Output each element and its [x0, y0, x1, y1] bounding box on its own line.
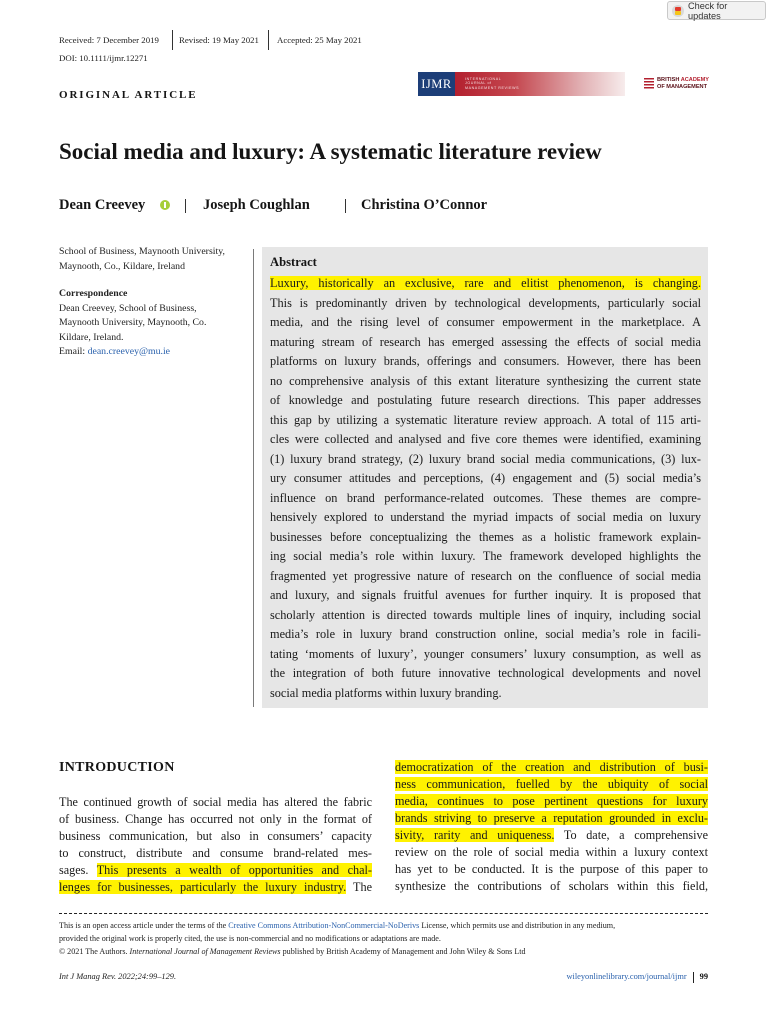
crossmark-icon	[672, 5, 684, 17]
affiliation	[59, 245, 245, 274]
society-line: OF MANAGEMENT	[656, 84, 708, 90]
text-line	[270, 645, 701, 665]
section-heading: INTRODUCTION	[59, 760, 175, 775]
band-line: MANAGEMENT REVIEWS	[465, 85, 520, 90]
text-segment: synthesize the contributions of scholars within this field,	[395, 878, 708, 893]
text-line	[270, 625, 701, 645]
revised-date: Revised: 19 May 2021	[179, 35, 259, 45]
highlighted-text: sivity, rarity and uniqueness.	[395, 827, 555, 842]
check-for-updates-label: Check for updates	[688, 0, 728, 21]
text-line	[59, 879, 372, 896]
text-segment: to construct, distribute and consume brand-related mes-	[59, 845, 372, 860]
text-line	[270, 430, 701, 450]
bam-emblem-icon	[644, 78, 654, 90]
text-segment: tating ‘moments of luxury’, younger consumers’ luxury consumption, as well as	[270, 646, 701, 661]
text-segment: provided the original work is properly cited, the use is non-commercial and no modifications or adaptations are made.	[59, 933, 441, 943]
text-line	[59, 828, 372, 845]
text-segment: published by British Academy of Management and John Wiley & Sons Ltd	[280, 946, 526, 956]
text-segment: maturing stream of research has emerged assessing the effects of social media	[270, 334, 701, 349]
text-line	[59, 245, 245, 260]
abstract-body	[270, 274, 701, 703]
society-logo	[625, 72, 711, 96]
text-segment: Kildare, Ireland.	[59, 331, 124, 343]
text-line	[270, 274, 701, 294]
text-segment: scholarly attention is directed towards multiple lines of inquiry, including social	[270, 607, 701, 622]
text-segment: influence on brand performance-related outcomes. These themes are compre-	[270, 490, 701, 505]
author-name[interactable]: Christina O’Connor	[361, 197, 488, 213]
orcid-icon[interactable]	[160, 200, 170, 210]
society-word: ACADEMY	[680, 77, 709, 84]
text-line	[270, 411, 701, 431]
text-segment: To date, a comprehensive	[554, 827, 708, 842]
text-line	[270, 450, 701, 470]
text-segment: ing social media’s role within luxury. The framework developed highlights the	[270, 549, 701, 563]
journal-name-band	[455, 72, 625, 96]
text-line	[395, 827, 708, 844]
article-title: Social media and luxury: A systematic literature review	[59, 139, 602, 164]
text-segment: This is predominantly driven by technological developments, particularly social	[270, 295, 701, 310]
text-line	[395, 810, 708, 827]
highlighted-text: This presents a wealth of opportunities and chal-	[96, 862, 372, 877]
text-line	[395, 776, 708, 793]
footer-right	[566, 971, 708, 983]
text-line	[395, 759, 708, 776]
author-separator	[345, 199, 346, 213]
text-segment: fragmented yet progressive nature of research on the confluence of social media	[270, 568, 701, 583]
text-line	[270, 294, 701, 314]
text-line	[270, 333, 701, 353]
text-segment: platforms on luxury brands, offerings and consumers. However, there has been	[270, 354, 701, 368]
text-segment: School of Business, Maynooth University,	[59, 246, 225, 257]
text-segment: this gap by utilizing a systematic literature review approach. A total of 115 arti-	[270, 412, 701, 427]
text-line	[59, 302, 245, 317]
highlighted-text: democratization of the creation and distribution of busi-	[395, 759, 708, 774]
journal-logo: IJMR	[418, 72, 455, 96]
text-line	[395, 878, 708, 895]
text-line	[270, 547, 701, 567]
author-name[interactable]: Dean Creevey	[59, 197, 146, 213]
text-line	[270, 528, 701, 548]
text-segment: (1) luxury brand strategy, (2) luxury brand social media communications, (3) lux-	[270, 451, 701, 466]
correspondence	[59, 287, 245, 360]
text-line	[270, 664, 701, 684]
text-segment: and luxury, and signals fruitful avenues for further inquiry. It is proposed that	[270, 588, 701, 602]
text-segment: Maynooth University, Maynooth, Co.	[59, 317, 207, 328]
band-line: INTERNATIONAL	[465, 77, 502, 81]
text-segment: Dean Creevey, School of Business,	[59, 302, 197, 314]
text-segment: This is an open access article under the terms of the	[59, 920, 229, 930]
date-separator	[172, 30, 173, 50]
doi: DOI: 10.1111/ijmr.12271	[59, 53, 148, 63]
text-line	[270, 567, 701, 587]
license-note	[59, 919, 708, 958]
received-date: Received: 7 December 2019	[59, 35, 159, 45]
text-line	[270, 586, 701, 606]
text-segment: media, and the rising level of consumer empowerment in the marketplace. A	[270, 315, 701, 329]
text-segment: hensively explored to understand the myriad impacts of social media on luxury	[270, 510, 701, 524]
text-segment: has yet to be conducted. It is the purpose of this paper to	[395, 861, 708, 876]
text-segment: business communication, but also in consumers’ capacity	[59, 828, 372, 843]
text-line	[59, 811, 372, 828]
band-line: JOURNAL of	[465, 81, 492, 86]
text-segment: businesses before conceptualizing the themes as a holistic framework explain-	[270, 529, 701, 544]
text-line	[59, 945, 708, 958]
society-name	[657, 77, 709, 90]
highlighted-text: ness communication, fuelled by the ubiquity of social	[395, 776, 708, 791]
correspondence-details	[59, 302, 245, 360]
text-line	[59, 862, 372, 879]
society-word: BRITISH	[656, 77, 680, 84]
text-segment: sages.	[59, 862, 97, 877]
intro-right-column	[395, 759, 708, 895]
text-line	[270, 391, 701, 411]
text-line	[395, 844, 708, 861]
text-line	[59, 345, 245, 360]
author-name[interactable]: Joseph Coughlan	[203, 197, 310, 213]
text-segment: cles were collected and analysed and five core themes were identified, examining	[270, 432, 701, 446]
journal-name: International Journal of Management Reviews	[129, 946, 281, 956]
text-segment: ury consumer attitudes and perceptions, (4) engagement and (5) social media’s	[270, 471, 701, 485]
text-line	[270, 372, 701, 392]
journal-url-link[interactable]: wileyonlinelibrary.com/journal/ijmr	[566, 972, 687, 981]
text-segment: Email:	[59, 346, 88, 357]
text-segment: the integration of both future innovative technological developments and novel	[270, 666, 701, 680]
text-segment: of business. Change has occurred not only in the format of	[59, 811, 372, 826]
accepted-date: Accepted: 25 May 2021	[277, 35, 362, 45]
text-line	[270, 508, 701, 528]
footer-separator	[693, 972, 694, 983]
highlighted-text: Luxury, historically an exclusive, rare and elitist phenomenon, is changing.	[270, 276, 701, 290]
text-segment: Maynooth, Co., Kildare, Ireland	[59, 260, 185, 272]
text-line	[59, 845, 372, 862]
article-type: ORIGINAL ARTICLE	[59, 89, 198, 101]
check-for-updates-button[interactable]	[667, 1, 766, 20]
text-segment: media’s role in luxury brand construction online, social media’s role in facili-	[270, 627, 701, 641]
text-line	[270, 313, 701, 333]
abstract-heading: Abstract	[270, 255, 317, 269]
correspondence-heading: Correspondence	[59, 288, 128, 299]
text-line	[59, 932, 708, 945]
text-line	[59, 331, 245, 346]
text-segment: © 2021 The Authors.	[59, 946, 130, 956]
text-line	[270, 352, 701, 372]
text-segment: The	[346, 879, 372, 894]
text-line	[395, 793, 708, 810]
page-number: 99	[699, 972, 708, 981]
text-line	[270, 684, 701, 704]
text-line	[59, 260, 245, 275]
journal-banner	[418, 72, 711, 96]
footnote-divider	[59, 913, 708, 914]
link[interactable]: dean.creevey@mu.ie	[87, 346, 171, 357]
intro-left-column	[59, 794, 372, 896]
text-segment: The continued growth of social media has altered the fabric	[59, 794, 372, 809]
text-line	[59, 919, 708, 932]
date-separator	[268, 30, 269, 50]
citation: Int J Manag Rev. 2022;24:99–129.	[59, 972, 177, 981]
highlighted-text: lenges for businesses, particularly the luxury industry.	[59, 879, 347, 894]
text-line	[270, 606, 701, 626]
text-line	[270, 469, 701, 489]
text-segment: no comprehensive analysis of this extant literature synthesizing the current state	[270, 373, 701, 388]
link[interactable]: Creative Commons Attribution-NonCommercial-NoDerivs	[228, 920, 420, 930]
highlighted-text: brands striving to preserve a reputation grounded in exclu-	[395, 810, 708, 825]
text-line	[59, 316, 245, 331]
highlighted-text: media, continues to pose pertinent questions for luxury	[395, 793, 708, 808]
author-separator	[185, 199, 186, 213]
column-divider	[253, 249, 254, 707]
text-segment: review on the role of social media within a luxury context	[395, 844, 708, 859]
text-segment: of knowledge and postulating future research directions. This paper addresses	[270, 393, 701, 407]
text-line	[270, 489, 701, 509]
text-line	[59, 794, 372, 811]
text-segment: License, which permits use and distribution in any medium,	[419, 920, 616, 930]
text-line	[395, 861, 708, 878]
text-segment: social media platforms within luxury branding.	[270, 685, 502, 700]
